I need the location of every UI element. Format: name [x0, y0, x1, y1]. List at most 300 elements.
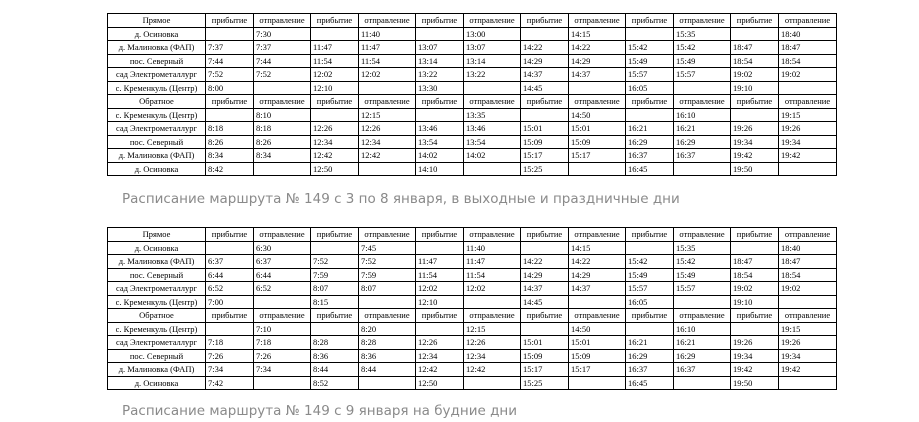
time-cell: 8:18	[254, 122, 311, 136]
stop-row	[108, 363, 837, 377]
time-cell	[569, 162, 626, 176]
column-header: отправление	[779, 228, 837, 242]
direction-header-row	[108, 309, 837, 323]
time-cell: 8:34	[206, 149, 254, 163]
time-cell: 7:42	[206, 376, 254, 390]
time-cell: 16:21	[674, 336, 731, 350]
time-cell: 7:45	[359, 241, 416, 255]
time-cell: 8:15	[311, 295, 359, 309]
column-header: прибытие	[521, 95, 569, 109]
time-cell: 19:34	[779, 135, 837, 149]
time-cell	[311, 108, 359, 122]
stop-name: пос. Северный	[108, 135, 206, 149]
stop-name: пос. Северный	[108, 268, 206, 282]
time-cell: 13:00	[464, 27, 521, 41]
time-cell: 15:09	[569, 349, 626, 363]
schedule-table-weekdays	[107, 227, 837, 390]
column-header: прибытие	[416, 228, 464, 242]
time-cell: 15:57	[674, 282, 731, 296]
column-header: прибытие	[311, 309, 359, 323]
stop-name: с. Кременкуль (Центр)	[108, 322, 206, 336]
time-cell: 8:00	[206, 81, 254, 95]
time-cell: 15:49	[626, 54, 674, 68]
column-header: отправление	[359, 228, 416, 242]
time-cell: 14:50	[569, 322, 626, 336]
time-cell: 19:26	[779, 122, 837, 136]
time-cell: 13:07	[464, 41, 521, 55]
time-cell: 18:54	[779, 54, 837, 68]
time-cell: 19:26	[779, 336, 837, 350]
column-header: прибытие	[731, 14, 779, 28]
direction-header-row	[108, 228, 837, 242]
time-cell: 11:54	[464, 268, 521, 282]
time-cell: 16:37	[674, 363, 731, 377]
time-cell	[416, 27, 464, 41]
time-cell: 15:57	[626, 282, 674, 296]
time-cell: 18:54	[731, 268, 779, 282]
column-header: прибытие	[521, 14, 569, 28]
time-cell: 7:59	[311, 268, 359, 282]
time-cell: 11:40	[464, 241, 521, 255]
time-cell: 6:37	[206, 255, 254, 269]
column-header: прибытие	[626, 14, 674, 28]
time-cell	[206, 241, 254, 255]
time-cell: 6:44	[206, 268, 254, 282]
time-cell: 14:15	[569, 241, 626, 255]
time-cell: 15:25	[521, 162, 569, 176]
time-cell: 8:34	[254, 149, 311, 163]
direction-header-row	[108, 14, 837, 28]
time-cell: 19:02	[731, 282, 779, 296]
stop-name: с. Кременкуль (Центр)	[108, 81, 206, 95]
time-cell: 15:09	[569, 135, 626, 149]
time-cell	[254, 81, 311, 95]
time-cell: 16:10	[674, 108, 731, 122]
time-cell	[464, 162, 521, 176]
time-cell: 16:37	[674, 149, 731, 163]
time-cell: 6:44	[254, 268, 311, 282]
time-cell: 18:47	[779, 255, 837, 269]
time-cell	[464, 295, 521, 309]
time-cell: 8:28	[359, 336, 416, 350]
time-cell: 11:54	[359, 54, 416, 68]
time-cell: 14:02	[416, 149, 464, 163]
stop-row	[108, 376, 837, 390]
time-cell	[359, 376, 416, 390]
column-header: прибытие	[206, 95, 254, 109]
time-cell	[206, 27, 254, 41]
stop-row	[108, 322, 837, 336]
time-cell: 15:09	[521, 349, 569, 363]
stop-name: сад Электрометаллург	[108, 336, 206, 350]
time-cell: 12:42	[464, 363, 521, 377]
time-cell: 14:50	[569, 108, 626, 122]
time-cell: 11:54	[416, 268, 464, 282]
time-cell	[206, 322, 254, 336]
stop-name: пос. Северный	[108, 349, 206, 363]
time-cell: 16:21	[674, 122, 731, 136]
stop-row	[108, 81, 837, 95]
stop-name: д. Малиновка (ФАП)	[108, 363, 206, 377]
time-cell: 16:21	[626, 122, 674, 136]
stop-row	[108, 295, 837, 309]
time-cell: 7:18	[206, 336, 254, 350]
time-cell: 15:42	[626, 255, 674, 269]
time-cell: 19:50	[731, 162, 779, 176]
time-cell: 6:30	[254, 241, 311, 255]
time-cell: 19:34	[731, 135, 779, 149]
time-cell: 13:22	[464, 68, 521, 82]
schedule-table-holidays	[107, 13, 837, 176]
column-header: отправление	[569, 95, 626, 109]
time-cell: 12:10	[311, 81, 359, 95]
time-cell: 8:28	[311, 336, 359, 350]
stop-row	[108, 268, 837, 282]
column-header: отправление	[254, 95, 311, 109]
time-cell: 8:42	[206, 162, 254, 176]
time-cell: 8:36	[311, 349, 359, 363]
time-cell: 16:37	[626, 149, 674, 163]
column-header: прибытие	[206, 228, 254, 242]
time-cell: 14:45	[521, 81, 569, 95]
time-cell: 11:47	[359, 41, 416, 55]
stop-row	[108, 336, 837, 350]
time-cell: 16:10	[674, 322, 731, 336]
time-cell: 19:02	[731, 68, 779, 82]
time-cell: 14:22	[521, 41, 569, 55]
column-header: прибытие	[626, 228, 674, 242]
time-cell: 19:26	[731, 122, 779, 136]
column-header: прибытие	[521, 228, 569, 242]
column-header: отправление	[254, 309, 311, 323]
schedule-caption-holidays: Расписание маршрута № 149 с 3 по 8 января, в выходные и праздничные дни	[122, 191, 680, 207]
column-header: прибытие	[416, 309, 464, 323]
time-cell	[731, 322, 779, 336]
time-cell	[674, 295, 731, 309]
column-header: отправление	[779, 95, 837, 109]
column-header: прибытие	[311, 228, 359, 242]
time-cell: 12:15	[359, 108, 416, 122]
time-cell: 13:14	[464, 54, 521, 68]
time-cell: 19:10	[731, 295, 779, 309]
time-cell: 12:42	[359, 149, 416, 163]
time-cell: 11:40	[359, 27, 416, 41]
time-cell: 15:57	[626, 68, 674, 82]
time-cell: 16:21	[626, 336, 674, 350]
time-cell: 8:44	[359, 363, 416, 377]
time-cell: 12:34	[464, 349, 521, 363]
time-cell: 19:42	[779, 363, 837, 377]
column-header: отправление	[779, 309, 837, 323]
time-cell: 18:47	[779, 41, 837, 55]
column-header: отправление	[464, 95, 521, 109]
column-header: прибытие	[731, 309, 779, 323]
time-cell: 15:35	[674, 27, 731, 41]
time-cell: 16:29	[626, 135, 674, 149]
time-cell: 8:52	[311, 376, 359, 390]
time-cell	[779, 81, 837, 95]
time-cell: 7:26	[254, 349, 311, 363]
time-cell	[521, 27, 569, 41]
time-cell	[464, 81, 521, 95]
time-cell	[626, 27, 674, 41]
time-cell: 8:44	[311, 363, 359, 377]
time-cell	[359, 81, 416, 95]
time-cell: 15:49	[674, 268, 731, 282]
time-cell: 15:01	[569, 122, 626, 136]
time-cell: 15:42	[674, 255, 731, 269]
time-cell: 19:34	[779, 349, 837, 363]
time-cell: 19:15	[779, 108, 837, 122]
stop-row	[108, 68, 837, 82]
time-cell: 7:44	[254, 54, 311, 68]
time-cell: 11:47	[464, 255, 521, 269]
time-cell: 16:29	[674, 349, 731, 363]
time-cell: 15:49	[674, 54, 731, 68]
time-cell: 12:34	[311, 135, 359, 149]
time-cell: 14:29	[569, 268, 626, 282]
stop-name: д. Осиновка	[108, 241, 206, 255]
time-cell: 7:34	[206, 363, 254, 377]
time-cell: 14:37	[569, 68, 626, 82]
time-cell: 19:26	[731, 336, 779, 350]
time-cell	[311, 241, 359, 255]
column-header: прибытие	[206, 309, 254, 323]
stop-row	[108, 135, 837, 149]
time-cell	[626, 241, 674, 255]
time-cell: 14:29	[569, 54, 626, 68]
time-cell: 7:52	[254, 68, 311, 82]
time-cell: 13:54	[416, 135, 464, 149]
column-header: прибытие	[416, 95, 464, 109]
stop-row	[108, 349, 837, 363]
time-cell: 12:42	[416, 363, 464, 377]
time-cell: 18:47	[731, 41, 779, 55]
time-cell: 14:15	[569, 27, 626, 41]
time-cell	[731, 241, 779, 255]
time-cell	[569, 376, 626, 390]
time-cell: 8:20	[359, 322, 416, 336]
time-cell	[254, 295, 311, 309]
stop-name: д. Осиновка	[108, 27, 206, 41]
time-cell: 7:18	[254, 336, 311, 350]
time-cell: 12:10	[416, 295, 464, 309]
time-cell: 6:37	[254, 255, 311, 269]
time-cell: 13:46	[464, 122, 521, 136]
stop-row	[108, 54, 837, 68]
column-header: отправление	[779, 14, 837, 28]
column-header: отправление	[254, 228, 311, 242]
time-cell: 19:15	[779, 322, 837, 336]
time-cell	[779, 376, 837, 390]
time-cell: 14:22	[521, 255, 569, 269]
stop-row	[108, 255, 837, 269]
time-cell: 15:42	[674, 41, 731, 55]
time-cell: 15:17	[569, 363, 626, 377]
time-cell: 16:37	[626, 363, 674, 377]
time-cell: 11:47	[311, 41, 359, 55]
time-cell	[569, 295, 626, 309]
time-cell: 15:17	[521, 363, 569, 377]
column-header: отправление	[674, 95, 731, 109]
stop-name: с. Кременкуль (Центр)	[108, 108, 206, 122]
time-cell: 12:02	[464, 282, 521, 296]
column-header: прибытие	[626, 95, 674, 109]
time-cell	[254, 376, 311, 390]
time-cell	[254, 162, 311, 176]
time-cell	[359, 162, 416, 176]
time-cell: 7:37	[254, 41, 311, 55]
stop-row	[108, 27, 837, 41]
time-cell	[359, 295, 416, 309]
time-cell: 14:29	[521, 268, 569, 282]
time-cell: 13:30	[416, 81, 464, 95]
direction-label: Прямое	[108, 228, 206, 242]
time-cell	[626, 108, 674, 122]
time-cell: 8:26	[254, 135, 311, 149]
time-cell: 6:52	[254, 282, 311, 296]
time-cell: 13:35	[464, 108, 521, 122]
stop-name: сад Электрометаллург	[108, 122, 206, 136]
time-cell: 18:54	[731, 54, 779, 68]
time-cell: 18:40	[779, 241, 837, 255]
time-cell: 15:57	[674, 68, 731, 82]
column-header: отправление	[569, 14, 626, 28]
time-cell: 7:52	[206, 68, 254, 82]
time-cell: 12:26	[359, 122, 416, 136]
stop-name: сад Электрометаллург	[108, 282, 206, 296]
time-cell: 16:29	[674, 135, 731, 149]
column-header: прибытие	[626, 309, 674, 323]
column-header: прибытие	[416, 14, 464, 28]
column-header: прибытие	[731, 228, 779, 242]
column-header: прибытие	[731, 95, 779, 109]
time-cell	[206, 108, 254, 122]
time-cell: 7:34	[254, 363, 311, 377]
column-header: отправление	[464, 309, 521, 323]
column-header: отправление	[464, 228, 521, 242]
stop-row	[108, 41, 837, 55]
column-header: отправление	[254, 14, 311, 28]
time-cell: 19:42	[731, 149, 779, 163]
time-cell: 8:07	[359, 282, 416, 296]
stop-row	[108, 162, 837, 176]
column-header: прибытие	[206, 14, 254, 28]
time-cell: 19:02	[779, 282, 837, 296]
stop-name: д. Малиновка (ФАП)	[108, 41, 206, 55]
stop-name: д. Осиновка	[108, 162, 206, 176]
time-cell: 6:52	[206, 282, 254, 296]
time-cell: 14:37	[521, 282, 569, 296]
time-cell: 8:36	[359, 349, 416, 363]
time-cell	[626, 322, 674, 336]
time-cell: 12:26	[311, 122, 359, 136]
time-cell: 13:22	[416, 68, 464, 82]
time-cell: 7:10	[254, 322, 311, 336]
stop-row	[108, 108, 837, 122]
time-cell: 11:47	[416, 255, 464, 269]
time-cell: 12:15	[464, 322, 521, 336]
time-cell: 12:50	[311, 162, 359, 176]
direction-label: Обратное	[108, 95, 206, 109]
time-cell: 15:49	[626, 268, 674, 282]
time-cell: 14:22	[569, 41, 626, 55]
column-header: прибытие	[311, 95, 359, 109]
time-cell: 12:02	[416, 282, 464, 296]
time-cell: 7:52	[359, 255, 416, 269]
time-cell	[674, 376, 731, 390]
time-cell: 15:01	[569, 336, 626, 350]
time-cell: 14:22	[569, 255, 626, 269]
column-header: отправление	[674, 228, 731, 242]
column-header: прибытие	[311, 14, 359, 28]
time-cell: 7:26	[206, 349, 254, 363]
time-cell: 15:35	[674, 241, 731, 255]
time-cell: 15:17	[521, 149, 569, 163]
time-cell: 14:02	[464, 149, 521, 163]
time-cell: 12:34	[359, 135, 416, 149]
time-cell: 16:29	[626, 349, 674, 363]
direction-header-row	[108, 95, 837, 109]
time-cell: 14:10	[416, 162, 464, 176]
column-header: прибытие	[521, 309, 569, 323]
time-cell: 14:37	[521, 68, 569, 82]
time-cell: 13:14	[416, 54, 464, 68]
stop-row	[108, 149, 837, 163]
time-cell: 18:47	[731, 255, 779, 269]
time-cell: 15:01	[521, 122, 569, 136]
time-cell: 8:26	[206, 135, 254, 149]
time-cell: 19:34	[731, 349, 779, 363]
time-cell	[416, 108, 464, 122]
time-cell: 19:42	[779, 149, 837, 163]
time-cell: 12:26	[464, 336, 521, 350]
schedule-caption-weekdays: Расписание маршрута № 149 с 9 января на будние дни	[122, 403, 518, 419]
stop-name: д. Осиновка	[108, 376, 206, 390]
time-cell: 7:30	[254, 27, 311, 41]
time-cell: 13:46	[416, 122, 464, 136]
time-cell: 18:54	[779, 268, 837, 282]
time-cell: 7:37	[206, 41, 254, 55]
stop-row	[108, 122, 837, 136]
time-cell: 13:07	[416, 41, 464, 55]
time-cell	[464, 376, 521, 390]
time-cell	[674, 81, 731, 95]
time-cell: 15:17	[569, 149, 626, 163]
stop-name: с. Кременкуль (Центр)	[108, 295, 206, 309]
time-cell: 16:05	[626, 81, 674, 95]
time-cell: 15:25	[521, 376, 569, 390]
time-cell: 12:34	[416, 349, 464, 363]
time-cell: 19:10	[731, 81, 779, 95]
column-header: отправление	[359, 309, 416, 323]
time-cell: 11:54	[311, 54, 359, 68]
time-cell	[731, 108, 779, 122]
time-cell: 16:45	[626, 162, 674, 176]
stop-row	[108, 241, 837, 255]
time-cell: 7:00	[206, 295, 254, 309]
column-header: отправление	[569, 309, 626, 323]
time-cell	[521, 241, 569, 255]
time-cell	[779, 162, 837, 176]
time-cell: 12:26	[416, 336, 464, 350]
time-cell: 12:02	[311, 68, 359, 82]
time-cell: 7:52	[311, 255, 359, 269]
column-header: отправление	[359, 14, 416, 28]
column-header: отправление	[569, 228, 626, 242]
time-cell	[779, 295, 837, 309]
time-cell	[521, 322, 569, 336]
